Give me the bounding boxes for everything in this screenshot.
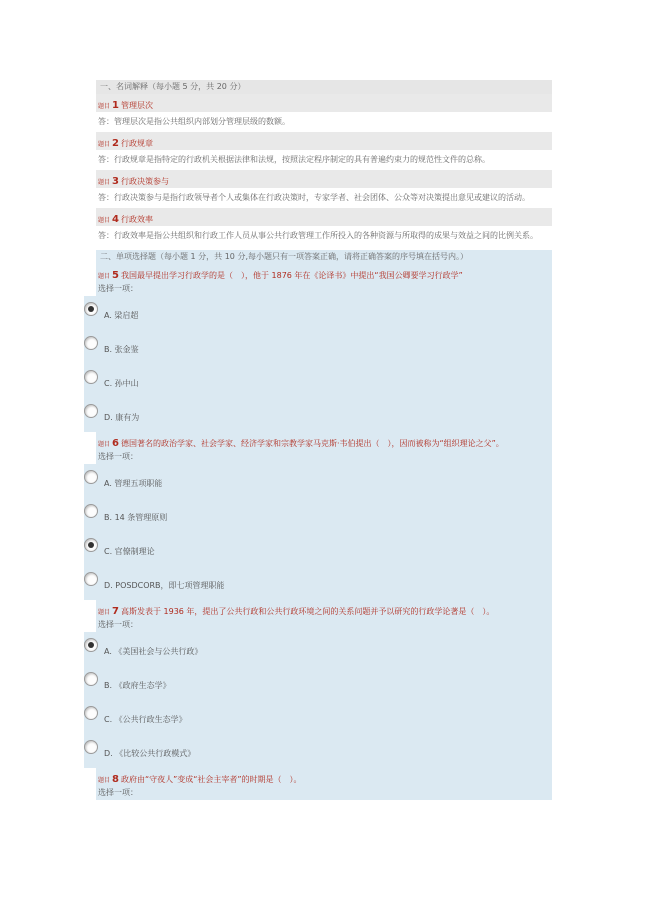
- question-4: [96, 208, 552, 246]
- option-b[interactable]: [84, 330, 552, 364]
- section-2-header: 二、单项选择题（每小题 1 分，共 10 分,每小题只有一项答案正确，请将正确答案的序号填在括号内。）: [96, 250, 552, 264]
- radio-button[interactable]: [84, 672, 98, 686]
- question-5-title: [96, 264, 552, 282]
- question-text: 行政规章: [120, 139, 153, 148]
- option-label: C. 《公共行政生态学》: [104, 715, 187, 724]
- choose-one-label: 选择一项：: [98, 788, 138, 797]
- question-number: 1: [112, 100, 119, 111]
- option-label: A. 梁启超: [104, 311, 139, 320]
- radio-button[interactable]: [84, 370, 98, 384]
- question-2: [96, 132, 552, 170]
- question-prefix: 题目: [98, 609, 111, 616]
- question-text: 行政效率: [120, 215, 153, 224]
- question-8: [96, 768, 552, 800]
- choose-one-label: 选择一项：: [98, 620, 138, 629]
- question-number: 2: [112, 138, 119, 149]
- question-number: 6: [112, 438, 119, 449]
- option-a[interactable]: [84, 632, 552, 666]
- option-label: B. 14 条管理原则: [104, 513, 168, 522]
- question-3: [96, 170, 552, 208]
- option-d[interactable]: [84, 734, 552, 768]
- question-number: 5: [112, 270, 119, 281]
- exam-content: [96, 80, 552, 800]
- choose-one-label: 选择一项：: [98, 452, 138, 461]
- question-4-title: [96, 208, 552, 226]
- radio-button[interactable]: [84, 538, 98, 552]
- radio-button[interactable]: [84, 706, 98, 720]
- question-prefix: 题目: [98, 777, 111, 784]
- question-number: 8: [112, 774, 119, 785]
- question-7-title: [96, 600, 552, 618]
- radio-button[interactable]: [84, 638, 98, 652]
- question-text: 我国最早提出学习行政学的是（ ），他于 1876 年在《论译书》中提出“我国公卿要学习行政学”: [120, 271, 463, 280]
- option-label: B. 张金鉴: [104, 345, 139, 354]
- option-label: C. 官僚制理论: [104, 547, 155, 556]
- question-text: 高斯发表于 1936 年，提出了公共行政和公共行政环境之间的关系问题并予以研究的行政学论著是（ ）。: [120, 607, 495, 616]
- radio-button[interactable]: [84, 404, 98, 418]
- question-5: [96, 264, 552, 432]
- question-number: 7: [112, 606, 119, 617]
- question-1: [96, 94, 552, 132]
- radio-button[interactable]: [84, 572, 98, 586]
- question-text: 管理层次: [120, 101, 153, 110]
- choose-one-label: 选择一项：: [98, 284, 138, 293]
- radio-button[interactable]: [84, 504, 98, 518]
- option-d[interactable]: [84, 398, 552, 432]
- question-6: [96, 432, 552, 600]
- option-label: A. 管理五项职能: [104, 479, 163, 488]
- question-number: 4: [112, 214, 119, 225]
- option-label: D. 《比较公共行政模式》: [104, 749, 196, 758]
- question-1-answer: 答：管理层次是指公共组织内部划分管理层级的数额。: [98, 117, 290, 126]
- question-text: 行政决策参与: [120, 177, 169, 186]
- option-a[interactable]: [84, 464, 552, 498]
- question-1-title: [96, 94, 552, 112]
- option-label: C. 孙中山: [104, 379, 139, 388]
- question-7: [96, 600, 552, 768]
- question-3-answer: 答：行政决策参与是指行政领导者个人或集体在行政决策时，专家学者、社会团体、公众等对决策提出意见或建议的活动。: [98, 193, 530, 202]
- question-text: 德国著名的政治学家、社会学家、经济学家和宗教学家马克斯·韦伯提出（ ），因而被称为“组织理论之父”。: [120, 439, 504, 448]
- question-2-title: [96, 132, 552, 150]
- question-prefix: 题目: [98, 141, 111, 148]
- question-6-title: [96, 432, 552, 450]
- question-8-title: [96, 768, 552, 786]
- option-d[interactable]: [84, 566, 552, 600]
- question-3-title: [96, 170, 552, 188]
- section-1-header: 一、名词解释（每小题 5 分，共 20 分）: [96, 80, 552, 94]
- question-2-answer: 答：行政规章是指特定的行政机关根据法律和法规，按照法定程序制定的具有普遍约束力的规范性文件的总称。: [98, 155, 490, 164]
- option-b[interactable]: [84, 666, 552, 700]
- radio-button[interactable]: [84, 302, 98, 316]
- radio-button[interactable]: [84, 740, 98, 754]
- radio-button[interactable]: [84, 470, 98, 484]
- question-number: 3: [112, 176, 119, 187]
- options-list: [84, 464, 552, 600]
- option-b[interactable]: [84, 498, 552, 532]
- options-list: [84, 632, 552, 768]
- option-c[interactable]: [84, 364, 552, 398]
- question-text: 政府由“守夜人”变成“社会主宰者”的时期是（ ）。: [120, 775, 302, 784]
- option-label: D. POSDCORB，即七项管理职能: [104, 581, 225, 590]
- question-prefix: 题目: [98, 273, 111, 280]
- option-a[interactable]: [84, 296, 552, 330]
- option-label: B. 《政府生态学》: [104, 681, 171, 690]
- option-label: A. 《美国社会与公共行政》: [104, 647, 203, 656]
- question-prefix: 题目: [98, 179, 111, 186]
- question-prefix: 题目: [98, 217, 111, 224]
- option-label: D. 康有为: [104, 413, 140, 422]
- options-list: [84, 296, 552, 432]
- question-prefix: 题目: [98, 103, 111, 110]
- option-c[interactable]: [84, 700, 552, 734]
- question-prefix: 题目: [98, 441, 111, 448]
- question-4-answer: 答：行政效率是指公共组织和行政工作人员从事公共行政管理工作所投入的各种资源与所取得的成果与效益之间的比例关系。: [98, 231, 538, 240]
- radio-button[interactable]: [84, 336, 98, 350]
- option-c[interactable]: [84, 532, 552, 566]
